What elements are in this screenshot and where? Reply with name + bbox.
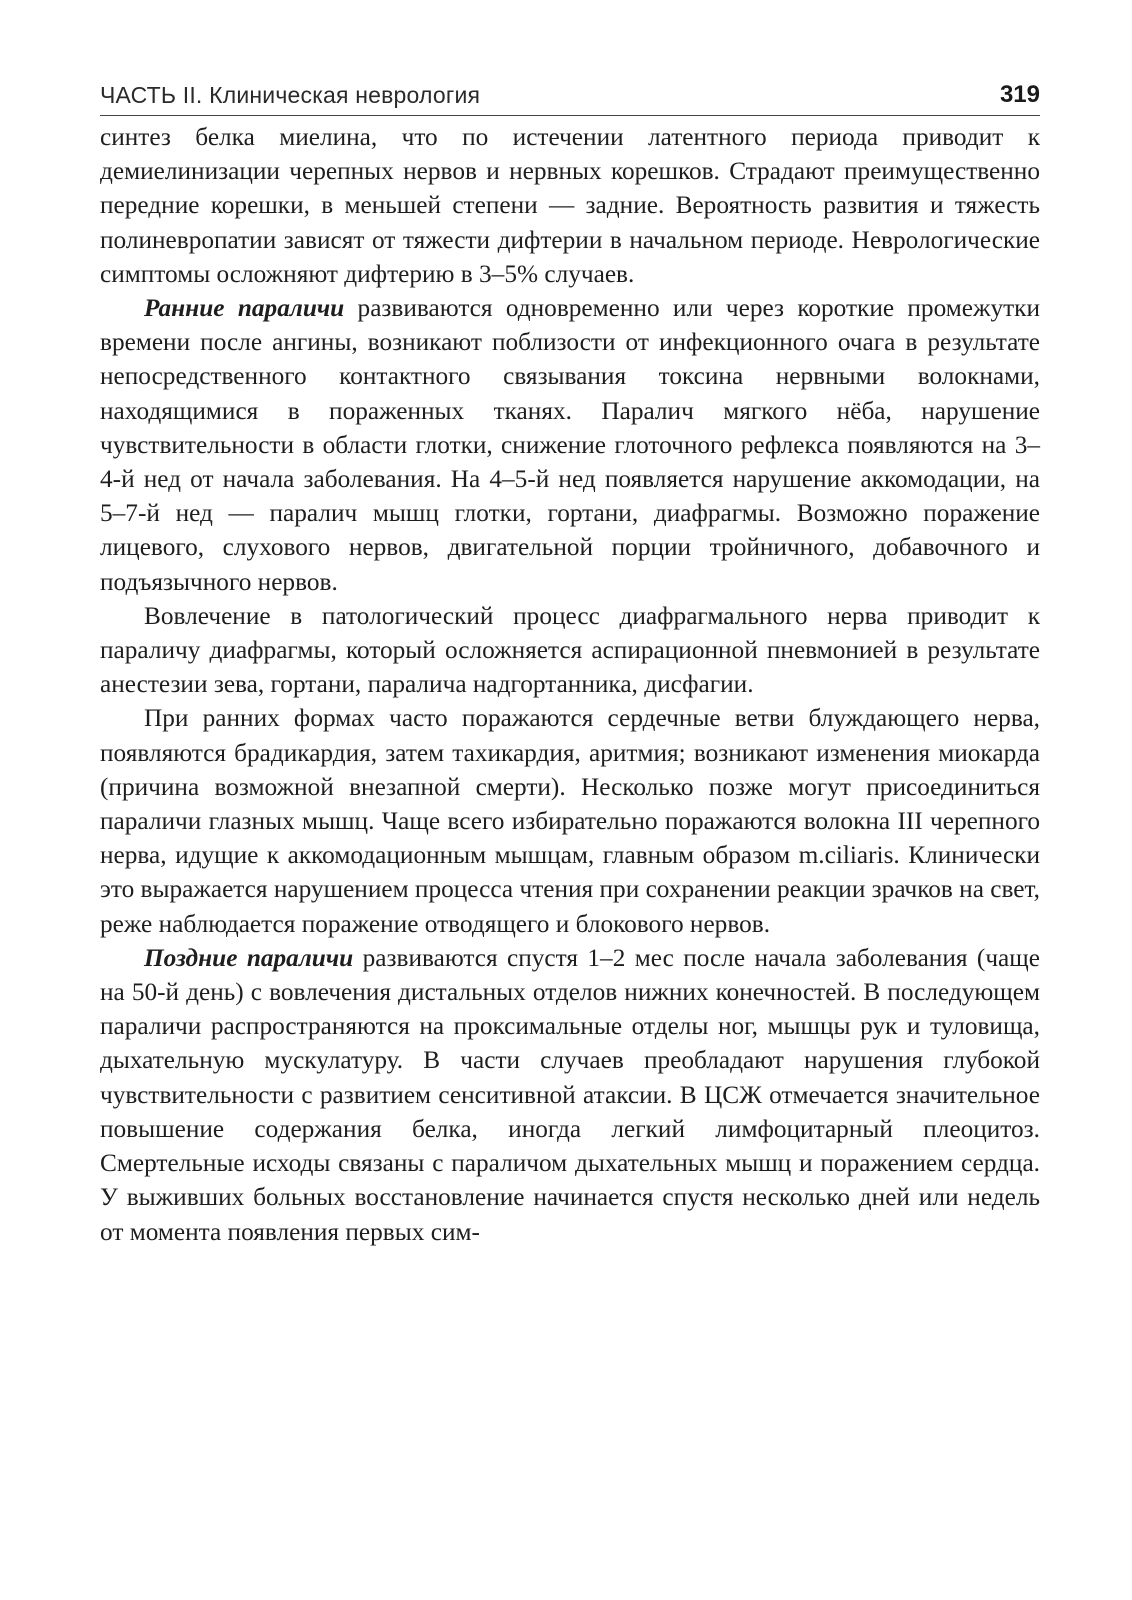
paragraph-lead: Поздние параличи — [144, 943, 354, 972]
book-page — [100, 78, 1040, 1249]
paragraph-early-paralysis — [100, 291, 1040, 599]
paragraph-lead: Ранние параличи — [144, 294, 345, 323]
paragraph-text: Вовлечение в патологический процесс диафрагмального нерва приводит к параличу диафрагмы, который осложняется аспирационной пневмонией в результате анестезии зева, гортани, паралича надгортанника, дисфагии. — [100, 601, 1040, 699]
running-header — [100, 78, 1040, 116]
paragraph-late-paralysis — [100, 941, 1040, 1249]
paragraph-early-forms — [100, 701, 1040, 940]
paragraph-continuation — [100, 120, 1040, 291]
paragraph-text: развиваются спустя 1–2 мес после начала заболевания (чаще на 50-й день) с вовлечения дистальных отделов нижних конечностей. В последующем параличи распространяются на проксимальные отделы ног, мышцы рук и туловища, дыхательную мускулатуру. В части случаев преобладают нарушения глубокой чувствительности с развитием сенситивной атаксии. В ЦСЖ отмечается значительное повышение содержания белка, иногда легкий лимфоцитарный плеоцитоз. Смертельные исходы связаны с параличом дыхательных мышц и поражением сердца. У выживших больных восстановление начинается спустя несколько дней или недель от момента появления первых сим- — [100, 943, 1040, 1246]
paragraph-text: синтез белка миелина, что по истечении латентного периода приводит к демиелинизации черепных нервов и нервных корешков. Страдают преимущественно передние корешки, в меньшей степени — задние. Вероятность развития и тяжесть полиневропатии зависят от тяжести дифтерии в начальном периоде. Неврологические симптомы осложняют дифтерию в 3–5% случаев. — [100, 123, 1040, 288]
paragraph-diaphragm — [100, 599, 1040, 702]
chapter-title: ЧАСТЬ II. Клиническая неврология — [100, 82, 481, 108]
paragraph-text: При ранних формах часто поражаются сердечные ветви блуждающего нерва, появляются брадикардия, затем тахикардия, аритмия; возникают изменения миокарда (причина возможной внезапной смерти). Несколько позже могут присоединиться параличи глазных мышц. Чаще всего избирательно поражаются волокна III черепного нерва, идущие к аккомодационным мышцам, главным образом m.ciliaris. Клинически это выражается нарушением процесса чтения при сохранении реакции зрачков на свет, реже наблюдается поражение отводящего и блокового нервов. — [100, 704, 1040, 938]
page-number: 319 — [999, 81, 1040, 108]
body-text — [100, 120, 1040, 1249]
paragraph-text: развиваются одновременно или через короткие промежутки времени после ангины, возникают поблизости от инфекционного очага в результате непосредственного контактного связывания токсина нервными волокнами, находящимися в пораженных тканях. Паралич мягкого нёба, нарушение чувствительности в области глотки, снижение глоточного рефлекса появляются на 3–4-й нед от начала заболевания. На 4–5-й нед появляется нарушение аккомодации, на 5–7-й нед — паралич мышц глотки, гортани, диафрагмы. Возможно поражение лицевого, слухового нервов, двигательной порции тройничного, добавочного и подъязычного нервов. — [100, 294, 1040, 596]
